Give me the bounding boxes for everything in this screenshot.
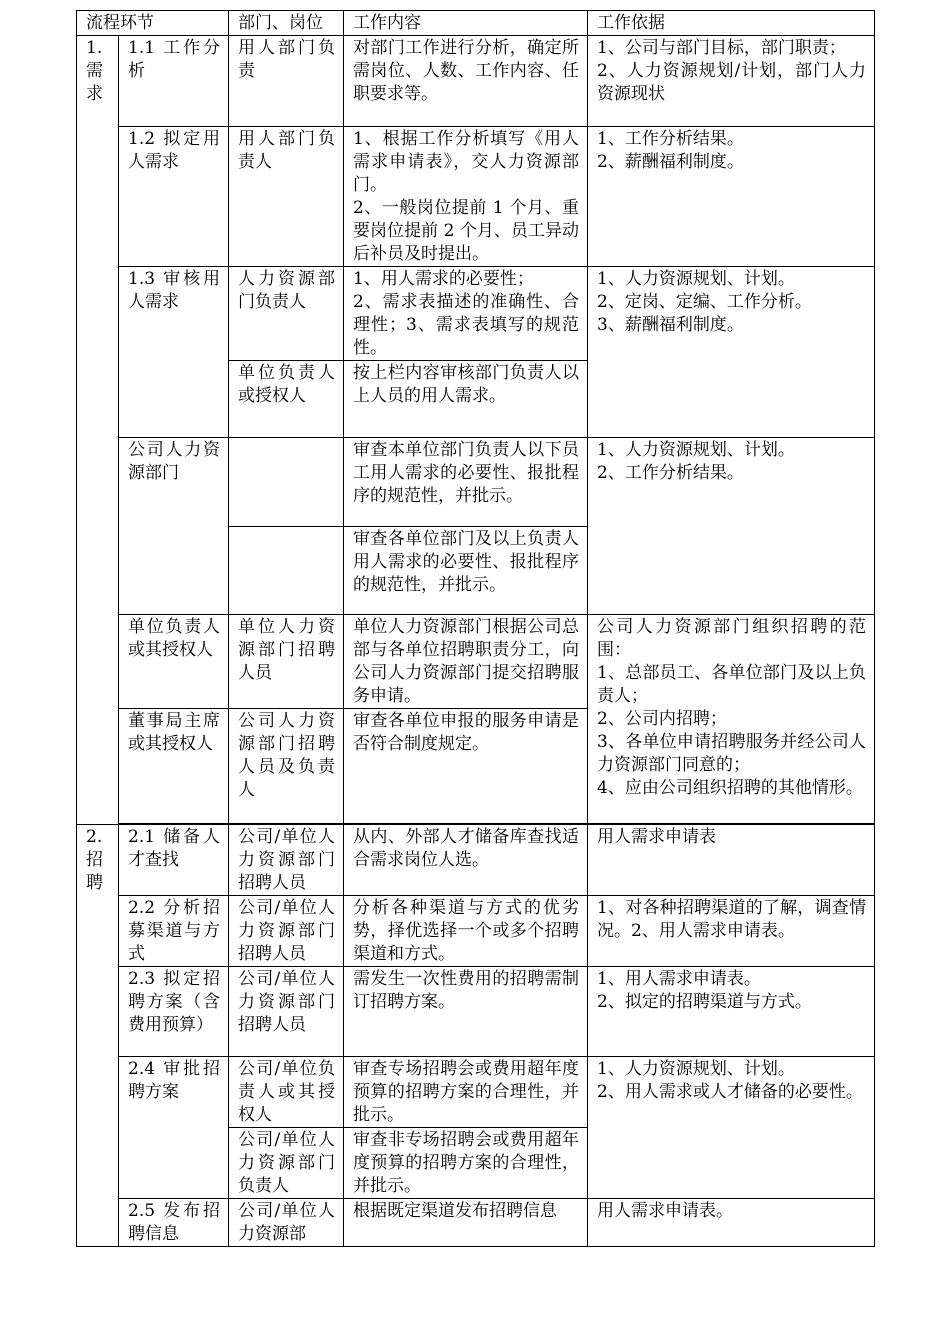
content-cell: 从内、外部人才储备库查找适合需求岗位人选。 bbox=[344, 825, 588, 896]
dept-cell: 公司人力资源部门招聘人员及负责人 bbox=[229, 709, 344, 824]
step-cell: 2.1 储备人才查找 bbox=[119, 825, 229, 896]
section-label-recruit: 2.招聘 bbox=[77, 825, 119, 1247]
table-row bbox=[77, 896, 875, 967]
recruitment-process-table bbox=[76, 10, 875, 1247]
header-basis: 工作依据 bbox=[588, 11, 875, 36]
dept-cell: 单位负责人或授权人 bbox=[229, 361, 344, 438]
step-cell: 2.3 拟定招聘方案（含费用预算） bbox=[119, 967, 229, 1057]
content-cell: 对部门工作进行分析，确定所需岗位、人数、工作内容、任职要求等。 bbox=[344, 36, 588, 127]
step-cell: 董事局主席或其授权人 bbox=[119, 709, 229, 824]
dept-cell: 公司/单位人力资源部门招聘人员 bbox=[229, 967, 344, 1057]
basis-cell: 1、人力资源规划、计划。 2、用人需求或人才储备的必要性。 bbox=[588, 1057, 875, 1199]
table-row bbox=[77, 438, 875, 527]
dept-cell: 用人部门负责 bbox=[229, 36, 344, 127]
basis-cell: 1、工作分析结果。 2、薪酬福利制度。 bbox=[588, 127, 875, 267]
dept-cell: 公司/单位人力资源部门招聘人员 bbox=[229, 896, 344, 967]
step-cell: 2.4 审批招聘方案 bbox=[119, 1057, 229, 1199]
header-content: 工作内容 bbox=[344, 11, 588, 36]
content-cell: 按上栏内容审核部门负责人以上人员的用人需求。 bbox=[344, 361, 588, 438]
dept-cell: 用人部门负责人 bbox=[229, 127, 344, 267]
basis-cell: 1、人力资源规划、计划。 2、工作分析结果。 bbox=[588, 438, 875, 615]
table-row bbox=[77, 267, 875, 361]
basis-cell: 1、公司与部门目标，部门职责； 2、人力资源规划/计划，部门人力资源现状 bbox=[588, 36, 875, 127]
basis-cell: 公司人力资源部门组织招聘的范围： 1、总部员工、各单位部门及以上负责人； 2、公司内招聘； 3、各单位申请招聘服务并经公司人力资源部门同意的； 4、应由公司组织招聘的其他情形。 bbox=[588, 615, 875, 824]
basis-cell: 1、对各种招聘渠道的了解，调查情况。2、用人需求申请表。 bbox=[588, 896, 875, 967]
content-cell: 审查非专场招聘会或费用超年度预算的招聘方案的合理性，并批示。 bbox=[344, 1128, 588, 1199]
step-cell: 2.2 分析招募渠道与方式 bbox=[119, 896, 229, 967]
basis-cell: 用人需求申请表。 bbox=[588, 1199, 875, 1247]
dept-cell: 单位人力资源部门招聘人员 bbox=[229, 615, 344, 709]
table-row bbox=[77, 825, 875, 896]
table-row bbox=[77, 967, 875, 1057]
table-header-row bbox=[77, 11, 875, 36]
step-cell: 1.1 工作分析 bbox=[119, 36, 229, 127]
step-cell: 公司人力资源部门 bbox=[119, 438, 229, 615]
header-dept: 部门、岗位 bbox=[229, 11, 344, 36]
dept-cell: 公司/单位人力资源部 bbox=[229, 1199, 344, 1247]
dept-cell: 公司/单位人力资源部门负责人 bbox=[229, 1128, 344, 1199]
table-row bbox=[77, 36, 875, 127]
step-cell: 单位负责人或其授权人 bbox=[119, 615, 229, 709]
dept-cell: 公司/单位人力资源部门招聘人员 bbox=[229, 825, 344, 896]
content-cell: 根据既定渠道发布招聘信息 bbox=[344, 1199, 588, 1247]
dept-cell: 公司/单位负责人或其授权人 bbox=[229, 1057, 344, 1128]
basis-cell: 用人需求申请表 bbox=[588, 825, 875, 896]
content-cell: 需发生一次性费用的招聘需制订招聘方案。 bbox=[344, 967, 588, 1057]
step-cell: 1.2 拟定用人需求 bbox=[119, 127, 229, 267]
dept-cell bbox=[229, 527, 344, 615]
content-cell: 分析各种渠道与方式的优劣势，择优选择一个或多个招聘渠道和方式。 bbox=[344, 896, 588, 967]
content-cell: 审查各单位申报的服务申请是否符合制度规定。 bbox=[344, 709, 588, 824]
content-cell: 审查各单位部门及以上负责人用人需求的必要性、报批程序的规范性，并批示。 bbox=[344, 527, 588, 615]
step-cell: 1.3 审核用人需求 bbox=[119, 267, 229, 438]
basis-cell: 1、用人需求申请表。 2、拟定的招聘渠道与方式。 bbox=[588, 967, 875, 1057]
content-cell: 1、根据工作分析填写《用人需求申请表》，交人力资源部门。 2、一般岗位提前 1 个月、重要岗位提前 2 个月、员工异动后补员及时提出。 bbox=[344, 127, 588, 267]
basis-cell: 1、人力资源规划、计划。 2、定岗、定编、工作分析。 3、薪酬福利制度。 bbox=[588, 267, 875, 438]
table-row bbox=[77, 1057, 875, 1128]
content-cell: 审查专场招聘会或费用超年度预算的招聘方案的合理性，并批示。 bbox=[344, 1057, 588, 1128]
dept-cell: 人力资源部门负责人 bbox=[229, 267, 344, 361]
section-label-demand: 1.需求 bbox=[77, 36, 119, 825]
table-row bbox=[77, 615, 875, 709]
header-stage: 流程环节 bbox=[77, 11, 229, 36]
step-cell: 2.5 发布招聘信息 bbox=[119, 1199, 229, 1247]
table-row bbox=[77, 1199, 875, 1247]
content-cell: 1、用人需求的必要性； 2、需求表描述的准确性、合理性；3、需求表填写的规范性。 bbox=[344, 267, 588, 361]
table-row bbox=[77, 127, 875, 267]
content-cell: 单位人力资源部门根据公司总部与各单位招聘职责分工，向公司人力资源部门提交招聘服务申请。 bbox=[344, 615, 588, 709]
content-cell: 审查本单位部门负责人以下员工用人需求的必要性、报批程序的规范性，并批示。 bbox=[344, 438, 588, 527]
dept-cell bbox=[229, 438, 344, 527]
